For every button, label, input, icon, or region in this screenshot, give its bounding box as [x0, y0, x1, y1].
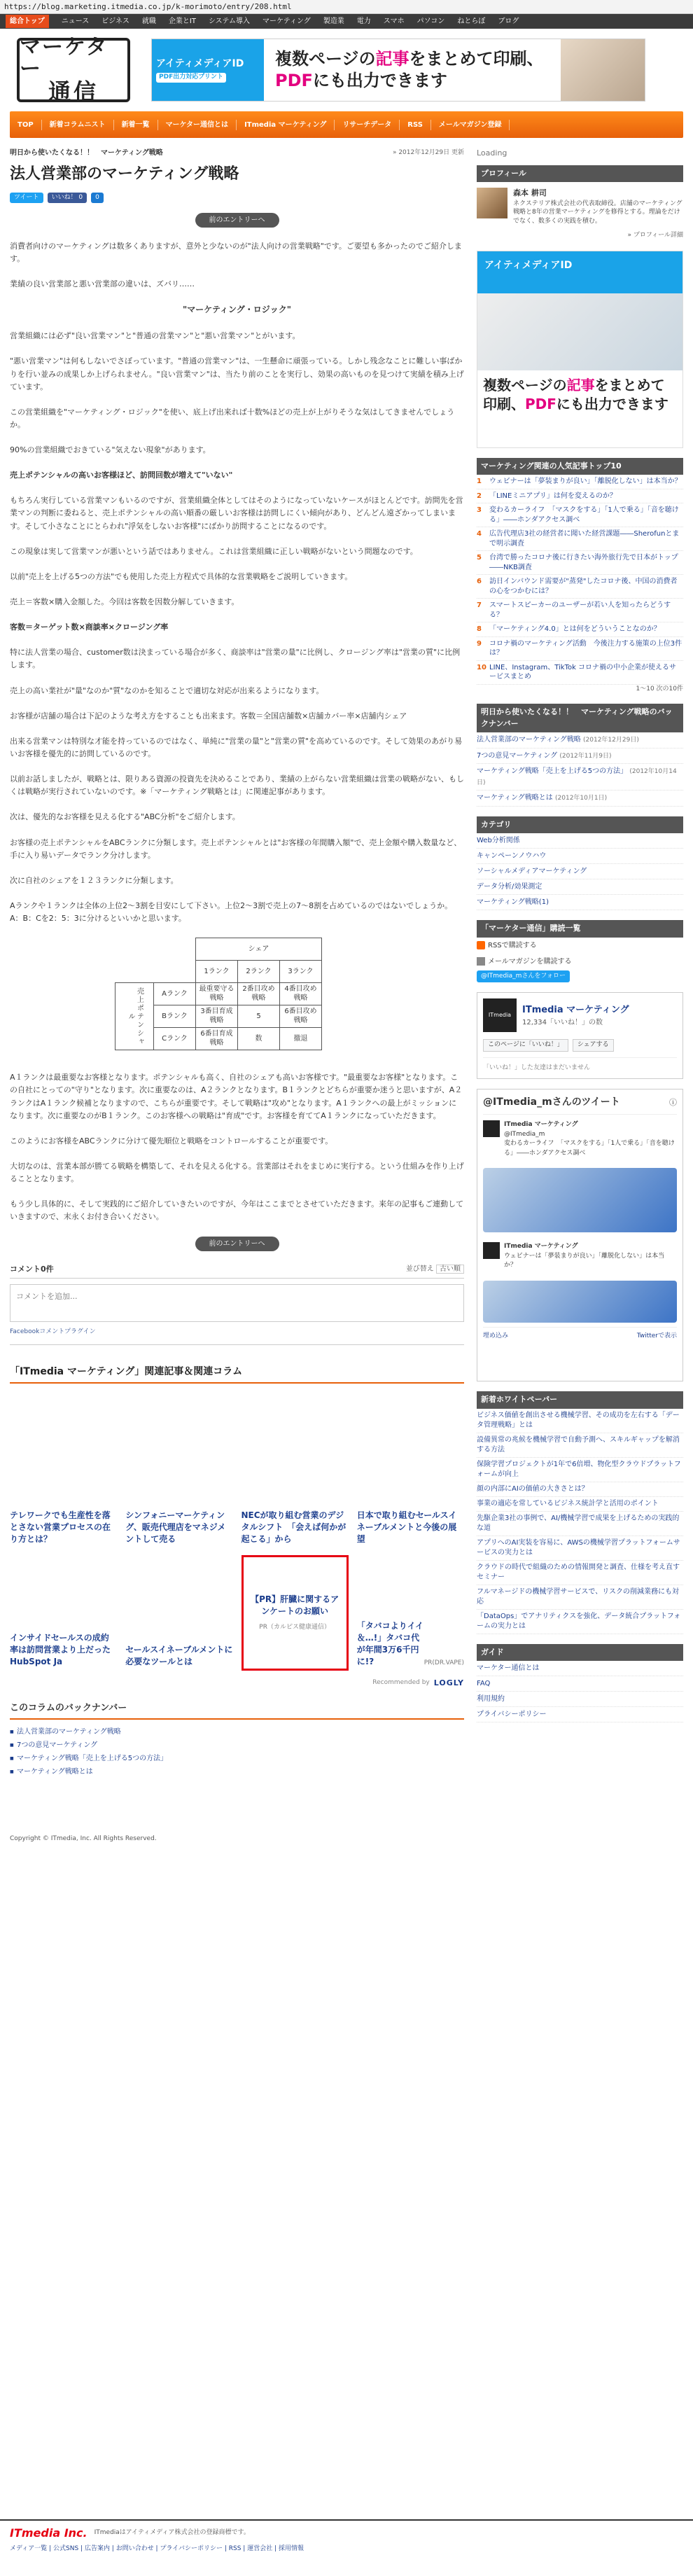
- prev-entry-button-bottom[interactable]: 前のエントリーへ: [195, 1237, 279, 1251]
- whitepaper-heading: 新着ホワイトペーパー: [477, 1391, 683, 1409]
- related-card-title: セールスイネーブルメントに必要なツールとは: [125, 1644, 233, 1666]
- related-card[interactable]: [357, 1433, 464, 1548]
- ranking-number: 5: [477, 554, 482, 562]
- ranking-number: 8: [477, 625, 482, 634]
- timeline-heading: @ITmedia_mさんのツイート: [483, 1096, 620, 1108]
- related-articles: [10, 1365, 464, 1690]
- header-banner-ad[interactable]: [151, 39, 645, 102]
- main-nav: [10, 111, 683, 138]
- mail-icon: [477, 957, 485, 966]
- top-nav: [0, 14, 693, 29]
- ranking-heading: マーケティング関連の人気記事トップ10: [477, 458, 683, 475]
- article-paragraph: A１ランクは最重要なお客様となります。ポテンシャルも高く、自社のシェアも高いお客様です。"最重要なお客様"となります。この自社にとっての"守り"となります。次に重要なのは、A２ランクとなります。B１ランクとどちらが重要か迷うと思いますが、A２ランクはA１ランク候補となりますので、こちらが重要です。そして戦略は"攻め"となります。A１ランクへの最上がミッションになります。次に重要なのがB１ランク。このお客様への戦略は"育成"です。お客様を育ててA１ランクになっていただきます。: [10, 1073, 463, 1120]
- banner-id-block: [152, 39, 264, 101]
- category-item[interactable]: Web分析関係: [477, 833, 683, 849]
- sidebar-backnumber-date: (2012年11月9日): [559, 752, 612, 760]
- sidebar-ad-post: にも出力できます: [556, 395, 668, 412]
- author-desc: ネクステリア株式会社の代表取締役。店舗のマーケティング戦略と8年の営業マーケティングを修得とする。理論をだけでなく、数多くの実践を積む。: [513, 200, 682, 225]
- article-date: » 2012年12月29日 更新: [392, 149, 464, 156]
- article-paragraph: 売上ポテンシャルの高いお客様ほど、訪問回数が増えて"いない": [10, 471, 233, 480]
- sidebar-ad-mid: をまとめて印刷、: [483, 376, 665, 412]
- article-paragraph: 特に法人営業の場合、customer数は決まっている場合が多く、商談率は"営業の量"に比例し、クロージング率は"営業の質"に比例します。: [10, 648, 461, 670]
- sidebar-ad[interactable]: [477, 251, 683, 448]
- comments-section: [10, 1264, 464, 1345]
- mainnav-item[interactable]: TOP: [10, 120, 42, 130]
- ranking-item[interactable]: [477, 475, 683, 489]
- ranking-more[interactable]: 1～10 次の10件: [636, 685, 683, 692]
- sidebar-backnumber-title: 7つの意見マーケティング: [477, 751, 558, 760]
- whitepaper-item[interactable]: フルマネージドの機械学習サービスで、リスクの削減業務にも対応: [477, 1585, 683, 1610]
- guide-item[interactable]: FAQ: [477, 1676, 683, 1692]
- topnav-item[interactable]: パソコン: [416, 18, 445, 25]
- sidebar-backnumber-item[interactable]: [477, 764, 683, 791]
- backnumber-heading: このコラムのバックナンバー: [10, 1701, 464, 1720]
- related-card-pr: PR(DR.VAPE): [424, 1659, 464, 1666]
- subscribe-box: [477, 920, 683, 982]
- hatena-bookmark-button[interactable]: 0: [91, 193, 104, 204]
- sidebar-backnumber-date: (2012年10月14日): [477, 768, 677, 786]
- main-column: [10, 148, 464, 1844]
- author-name[interactable]: 森本 耕司: [513, 188, 547, 197]
- topnav-item[interactable]: ニュース: [61, 18, 90, 25]
- sidebar-backnumber-title: 法人営業部のマーケティング戦略: [477, 736, 581, 744]
- table-cell: 4番目攻め戦略: [280, 983, 322, 1005]
- related-card-pr: PR（カルピス健康通信）: [259, 1623, 330, 1631]
- ranking-item[interactable]: [477, 622, 683, 637]
- category-box: [477, 816, 683, 911]
- article-paragraph: 次に自社のシェアを１２３ランクに分類します。: [10, 875, 178, 885]
- sidebar-backnumber-item[interactable]: [477, 749, 683, 765]
- ranking-title: スマートスピーカーのユーザーが若い人を知ったらどうする？: [489, 601, 671, 619]
- rss-link[interactable]: [477, 938, 683, 954]
- article-paragraph: 営業組織には必ず"良い営業マン"と"普通の営業マン"と"悪い営業マン"とがいます。: [10, 331, 300, 341]
- footer: [0, 2519, 693, 2558]
- fb-like-page-button[interactable]: このページに「いいね！」: [483, 1039, 568, 1052]
- tweet-text-1: 変わるカーライフ 「マスクをする」「1人で乗る」「音を聴ける」――ホンダアクセス調べ: [504, 1140, 675, 1157]
- banner-id-label: アイティメディアID: [156, 58, 244, 70]
- social-buttons: [10, 193, 464, 204]
- article-paragraph: "マーケティング・ロジック": [182, 305, 292, 315]
- article-paragraph: 次は、優先的なお客様を見える化する"ABC分析"をご紹介します。: [10, 812, 240, 822]
- breadcrumb[interactable]: 明日から使いたくなる！！ マーケティング戦略: [10, 149, 163, 157]
- twitter-follow-button[interactable]: @ITmedia_mさんをフォロー: [477, 970, 570, 983]
- related-card-title: 【PR】肝臓に関するアンケートのお願い: [251, 1594, 340, 1616]
- header: [0, 29, 693, 111]
- url-bar[interactable]: https://blog.marketing.itmedia.co.jp/k-morimoto/entry/208.html: [0, 0, 693, 14]
- rss-icon: [477, 941, 485, 949]
- backnumber-item[interactable]: ■ 法人営業部のマーケティング戦略: [10, 1725, 464, 1739]
- table-share-header: シェア: [196, 938, 322, 961]
- sort-select[interactable]: 古い順: [436, 1265, 464, 1274]
- tweet-account[interactable]: ITmedia マーケティング: [504, 1121, 578, 1129]
- footer-links[interactable]: メディア一覧 | 公式SNS | 広告案内 | お問い合わせ | プライバシーポリシー | RSS | 運営会社 | 採用情報: [10, 2545, 304, 2552]
- sidebar-ad-photo: [477, 293, 682, 370]
- guide-item[interactable]: 利用規約: [477, 1692, 683, 1707]
- guide-heading: ガイド: [477, 1644, 683, 1662]
- sidebar-backnumber-item[interactable]: [477, 732, 683, 749]
- related-card[interactable]: [125, 1555, 232, 1671]
- mainnav-item[interactable]: RSS: [400, 120, 431, 130]
- tweet-image[interactable]: [483, 1168, 677, 1232]
- facebook-page-box: [477, 992, 683, 1079]
- whitepaper-item[interactable]: クラウドの時代で組織のための情報開発と調査、仕様を考え直すセミナー: [477, 1561, 683, 1585]
- article-paragraph: もう少し具体的に、そして実践的にご紹介していきたいのですが、今年はここまでとさせていただきます。来年の記事もご連動していきますので、末永くお付き合いください。: [10, 1199, 464, 1222]
- ranking-number: 7: [477, 601, 482, 610]
- guide-box: [477, 1644, 683, 1723]
- abc-share-table: [115, 938, 322, 1050]
- sidebar: [477, 148, 683, 1844]
- topnav-item[interactable]: マーケティング: [262, 18, 311, 25]
- fb-like-count: 12,334「いいね！」の数: [522, 1018, 603, 1026]
- backnumber-item[interactable]: ■ 7つの意見マーケティング: [10, 1739, 464, 1752]
- topnav-item[interactable]: 就職: [141, 18, 156, 25]
- table-cell: 数: [238, 1028, 280, 1050]
- guide-item[interactable]: マーケター通信とは: [477, 1661, 683, 1676]
- mail-link[interactable]: [477, 954, 683, 970]
- table-cell: 最重要守る戦略: [196, 983, 238, 1005]
- article-body-2: [10, 1071, 464, 1223]
- tweet-avatar: [483, 1120, 500, 1137]
- ranking-item[interactable]: [477, 599, 683, 622]
- logo-line1: マーケター: [20, 34, 108, 82]
- ranking-title: 台湾で勝ったコロナ後に行きたい海外旅行先で日本がトップ――NKB調査: [489, 554, 678, 571]
- article-paragraph: 以前お話しましたが、戦略とは、限りある資源の投資先を決めることであり、業績の上がらない営業組織は営業の戦略がない、もしくは戦略が実行されていないのです。※「マーケティング戦略とは」に関連記事があります。: [10, 774, 464, 797]
- topnav-item[interactable]: 企業とIT: [168, 18, 196, 25]
- sidebar-ad-em: 記事: [566, 376, 595, 394]
- table-corner: [115, 938, 196, 961]
- tweet-text-2: ウェビナーは「夢装まりが良い」「離脱化しない」は本当か？: [504, 1252, 665, 1269]
- ranking-title: 「LINEミニアプリ」は何を変えるのか？: [489, 492, 617, 500]
- topnav-item[interactable]: ビジネス: [102, 18, 130, 25]
- fb-friends-note: 「いいね！」した友達はまだいません: [483, 1057, 677, 1073]
- loading-text: Loading: [477, 148, 507, 158]
- related-card-title: 日本で取り組むセールスイネーブルメントと今後の展望: [356, 1510, 457, 1544]
- table-cell: 6番目育成戦略: [196, 1028, 238, 1050]
- table-cell: 2番目攻め戦略: [238, 983, 280, 1005]
- info-icon[interactable]: ⓘ: [669, 1097, 677, 1107]
- ranking-item[interactable]: [477, 551, 683, 575]
- related-card-title: インサイドセールスの成約率は訪問営業より上だった HubSpot Ja: [10, 1633, 120, 1666]
- table-col-header: 2ランク: [238, 961, 280, 983]
- copyright: Copyright © ITmedia, Inc. All Rights Reserved.: [10, 1834, 157, 1842]
- table-row-header: Aランク: [154, 983, 196, 1005]
- backnumber-item[interactable]: ■ マーケティング戦略「売上を上げる5つの方法」: [10, 1752, 464, 1765]
- fb-page-name[interactable]: ITmedia マーケティング: [522, 1005, 629, 1016]
- article-paragraph: この現象は実して営業マンが悪いという話ではありません。これは営業組織に正しい戦略がないという問題なのです。: [10, 546, 418, 556]
- tweet-button[interactable]: ツイート: [10, 193, 43, 204]
- site-logo[interactable]: [17, 34, 130, 105]
- recommended-by: [10, 1678, 464, 1690]
- ranking-number: 6: [477, 578, 482, 586]
- article-body: [10, 240, 464, 925]
- table-cell: 5: [238, 1005, 280, 1028]
- mainnav-item[interactable]: マーケター通信とは: [158, 120, 237, 130]
- sidebar-backnumber-title: マーケティング戦略とは: [477, 794, 553, 802]
- whitepaper-box: [477, 1391, 683, 1634]
- whitepaper-item[interactable]: 事業の適応を常しているビジネス統計学と活用のポイント: [477, 1497, 683, 1512]
- sidebar-backnumber: [477, 704, 683, 807]
- prev-entry-button[interactable]: 前のエントリーへ: [195, 213, 279, 228]
- related-heading: 「ITmedia マーケティング」関連記事＆関連コラム: [10, 1365, 464, 1384]
- category-item[interactable]: マーケティング戦略(1): [477, 895, 683, 910]
- avatar: [477, 188, 507, 218]
- mainnav-item[interactable]: リサーチデータ: [335, 120, 400, 130]
- ranking-item[interactable]: [477, 503, 683, 527]
- ranking-item[interactable]: [477, 661, 683, 685]
- mainnav-item[interactable]: メールマガジン登録: [431, 120, 510, 130]
- related-card[interactable]: [10, 1433, 117, 1548]
- ranking-number: 2: [477, 492, 482, 500]
- article-paragraph: もちろん実行している営業マンもいるのですが、営業組織全体としてはそのようになっていないケースがほとんどです。訪問先を営業マンの判断に委ねると、売上ポテンシャルの高い順番の厳しいお客様は訪問しにくい傾向があり、どんどん遠ざかってしまいます。そして小さなことにとらわれ"浮気をしないお客様"にばかり訪問することになるのです。: [10, 496, 463, 531]
- ranking-number: 4: [477, 530, 482, 538]
- rss-label: RSSで購読する: [488, 941, 537, 949]
- sidebar-backnumber-title: マーケティング戦略「売上を上げる5つの方法」: [477, 767, 628, 776]
- banner-line1-em: 記事: [375, 48, 410, 69]
- category-item[interactable]: ソーシャルメディアマーケティング: [477, 864, 683, 879]
- article-paragraph: 業績の良い営業部と悪い営業部の違いは、ズバリ……: [10, 279, 195, 289]
- ranking-item[interactable]: [477, 637, 683, 661]
- topnav-item[interactable]: ねとらぼ: [457, 18, 486, 25]
- article-paragraph: お客様が店舗の場合は下記のような考え方をすることも出来ます。客数＝全国店舗数×店舗カバー率×店舗内シェア: [10, 711, 407, 720]
- whitepaper-item[interactable]: 先駆企業3社の事例で、AI/機械学習で成果を上げるための実践的な道: [477, 1512, 683, 1536]
- article-paragraph: お客様の売上ポテンシャルをABCランクに分類します。売上ポテンシャルとは"お客様の年間購入額"で、売上金額や購入数量など、手に入り易いデータでランク分けします。: [10, 837, 462, 860]
- sidebar-backnumber-date: (2012年12月29日): [583, 737, 639, 744]
- article-paragraph: 消費者向けのマーケティングは数多くありますが、意外と少ないのが"法人向けの営業戦略"です。ご要望も多かったのでご紹介します。: [10, 242, 462, 264]
- table-row-header: Bランク: [154, 1005, 196, 1028]
- topnav-item[interactable]: システム導入: [208, 18, 250, 25]
- table-row-label: 売上ポテンシャル: [115, 983, 154, 1050]
- sidebar-ad-pre: 複数ページの: [483, 376, 567, 394]
- related-card-title: テレワークでも生産性を落とさない営業プロセスの在り方とは？: [10, 1510, 111, 1544]
- table-cell: 撤退: [280, 1028, 322, 1050]
- related-card-title: シンフォニーマーケティング、販売代理店をマネジメントして売る: [125, 1510, 226, 1544]
- ranking-item[interactable]: [477, 575, 683, 599]
- like-button[interactable]: いいね！ 0: [48, 193, 88, 204]
- article-paragraph: "悪い営業マン"は何もしないでさぼっています。"普通の営業マン"は、一生懸命に頑張っている。しかし残念なことに難しい事ばかりを行い並みの成果しか上げられません。"良い営業マン"は、当たり前のことを実行し、効果の高いものを見つけて実績を積み上げています。: [10, 356, 464, 391]
- article-paragraph: 大切なのは、営業本部が勝てる戦略を構築して、それを見える化する。営業部はそれをまじめに実行する。という仕組みを作り上げることとなります。: [10, 1162, 464, 1184]
- sidebar-backnumber-heading: 明日から使いたくなる！！ マーケティング戦略のバックナンバー: [477, 704, 683, 732]
- itmedia-logo[interactable]: ITmedia Inc.: [10, 2526, 88, 2540]
- sidebar-ad-em2: PDF: [525, 395, 556, 412]
- banner-line2-em: PDF: [275, 71, 313, 90]
- whitepaper-item[interactable]: 顔の内部にAIの価値の大きさとは？: [477, 1482, 683, 1497]
- whitepaper-item[interactable]: 設備異常の兆候を機械学習で自動予測へ、スキルギャップを解消する方法: [477, 1433, 683, 1458]
- sidebar-ad-copy: [477, 370, 682, 419]
- category-item[interactable]: データ分析/効果測定: [477, 879, 683, 895]
- banner-line1-post: をまとめて印刷、: [409, 48, 544, 69]
- profile-box: [477, 165, 683, 241]
- comment-input[interactable]: [10, 1284, 464, 1322]
- mainnav-item[interactable]: 新着一覧: [114, 120, 158, 130]
- article-paragraph: Aランクや１ランクは全体の上位2～3割を目安にして下さい。上位2～3割で売上の7～8割を占めているのではないでしょうか。A：B：Cを2：5：3に分けるといいかと思います。: [10, 901, 453, 924]
- sort-label: 並び替え: [405, 1265, 434, 1273]
- topnav-item[interactable]: 製造業: [323, 18, 344, 25]
- article-paragraph: 客数＝ターゲット数×商談率×クロージング率: [10, 622, 169, 632]
- fb-share-button[interactable]: シェアする: [573, 1039, 614, 1052]
- ad-card[interactable]: [241, 1555, 349, 1671]
- article-paragraph: 売上の高い業社が"量"なのか"質"なのかを知ることで適切な対応が出来るようになります。: [10, 685, 324, 695]
- table-col-header: 3ランク: [280, 961, 322, 983]
- mainnav-item[interactable]: 新着コラムニスト: [42, 120, 114, 130]
- timeline-view-link[interactable]: Twitterで表示: [636, 1332, 677, 1339]
- banner-pill: PDF出力対応プリント: [156, 73, 226, 83]
- mainnav-item[interactable]: ITmedia マーケティング: [237, 120, 335, 130]
- sidebar-ad-top: アイティメディアID: [477, 251, 682, 293]
- twitter-timeline: [477, 1089, 683, 1381]
- ranking-title: ウェビナーは「夢装まりが良い」「離脱化しない」は本当か？: [489, 478, 682, 486]
- ranking-title: コロナ禍のマーケティング活動 今後注力する施策の上位3件は？: [489, 639, 682, 657]
- ranking-item[interactable]: [477, 489, 683, 504]
- page-title: 法人営業部のマーケティング戦略: [10, 165, 239, 183]
- subscribe-heading: 「マーケター通信」購読一覧: [477, 920, 683, 938]
- table-row-header: Cランク: [154, 1028, 196, 1050]
- ranking-number: 9: [477, 639, 482, 648]
- ranking-title: 広告代理店3社の経営者に聞いた経営課題――Sherofunとまで明示調査: [489, 530, 680, 548]
- footer-text: ITmediaはアイティメディア株式会社の登録商標です。: [94, 2529, 250, 2537]
- sidebar-backnumber-item[interactable]: [477, 791, 683, 807]
- category-heading: カテゴリ: [477, 816, 683, 834]
- whitepaper-item[interactable]: 保険学習プロジェクトが1年で6倍増、物化型クラウドプラットフォームが向上: [477, 1458, 683, 1482]
- sidebar-backnumber-date: (2012年10月1日): [555, 795, 608, 802]
- backnumber-item[interactable]: ■ マーケティング戦略とは: [10, 1765, 464, 1778]
- logly-logo[interactable]: LOGLY: [433, 1678, 464, 1687]
- banner-line1-pre: 複数ページの: [275, 48, 376, 69]
- article-paragraph: 出来る営業マンは特別な才能を持っているのではなく、単純に"営業の量"と"営業の質"を高めているのです。そして効果のあがり易いお客様を優先的に訪問しているのです。: [10, 736, 463, 759]
- topnav-item[interactable]: 総合トップ: [6, 15, 49, 28]
- ranking-title: 変わるカーライフ 「マスクをする」「1人で乗る」「音を聴ける」――ホンダアクセス調べ: [489, 506, 679, 524]
- topnav-item[interactable]: ブログ: [498, 18, 519, 25]
- article-paragraph: 売上＝客数×購入金額した。今回は客数を因数分解していきます。: [10, 597, 239, 607]
- facebook-comment-plugin[interactable]: Facebookコメントプラグイン: [10, 1328, 464, 1345]
- ranking-box: [477, 458, 683, 695]
- tweet-account-2[interactable]: ITmedia マーケティング: [504, 1243, 578, 1251]
- timeline-embed-link[interactable]: 埋め込み: [483, 1332, 509, 1339]
- article-paragraph: この営業組織を"マーケティング・ロジック"を使い、底上げ出来れば十数%ほどの売上が上がりそうな気はしてきませんでしょうか。: [10, 407, 455, 429]
- table-col-header: 1ランク: [196, 961, 238, 983]
- related-card[interactable]: [10, 1555, 120, 1671]
- whitepaper-item[interactable]: アプリへのAI実装を容易に、AWSの機械学習プラットフォームサービスの実力とは: [477, 1536, 683, 1561]
- topnav-item[interactable]: 電力: [356, 18, 371, 25]
- banner-line2-post: にも出力できます: [312, 71, 447, 90]
- related-card[interactable]: [125, 1433, 232, 1548]
- related-card[interactable]: [241, 1433, 349, 1548]
- banner-copy: [264, 48, 561, 92]
- tweet-image-2[interactable]: [483, 1281, 677, 1323]
- whitepaper-item[interactable]: 「DataOps」でアナリティクスを強化、データ統合プラットフォームの実力とは: [477, 1610, 683, 1634]
- fb-page-logo[interactable]: ITmedia: [483, 998, 517, 1032]
- profile-more-link[interactable]: » プロフィール詳細: [627, 232, 683, 239]
- related-card-title: NECが取り組む営業のデジタルシフト 「会えば何かが起こる」から: [241, 1510, 346, 1544]
- ranking-title: LINE、Instagram、TikTok コロナ禍の中小企業が使えるサービスまとめ: [489, 663, 677, 681]
- table-cell: 6番目攻め戦略: [280, 1005, 322, 1028]
- comment-count: コメント0件: [10, 1264, 54, 1274]
- ranking-title: 「マーケティング4.0」とは何をどういうことなのか？: [489, 625, 661, 634]
- mail-label: メールマガジンを購読する: [488, 957, 572, 966]
- ranking-title: 訪日インバウンド需要が"蒸発"したコロナ後、中国の消費者の心をつかむには？: [489, 578, 678, 595]
- related-card[interactable]: [357, 1555, 464, 1671]
- tweet-handle: @ITmedia_m: [504, 1130, 545, 1138]
- sort-control[interactable]: [406, 1264, 464, 1276]
- category-item[interactable]: キャンペーンノウハウ: [477, 849, 683, 864]
- guide-item[interactable]: プライバシーポリシー: [477, 1707, 683, 1722]
- related-card-title: 「タバコよりイイ＆…!」タバコ代が年間3万6千円に!?: [356, 1621, 424, 1666]
- banner-photo: [561, 39, 645, 101]
- whitepaper-item[interactable]: ビジネス価値を創出させる機械学習、その成功を左右する「データ管理戦略」とは: [477, 1409, 683, 1433]
- ranking-number: 1: [477, 478, 482, 486]
- column-backnumber: [10, 1701, 464, 1778]
- ranking-item[interactable]: [477, 527, 683, 551]
- profile-heading: プロフィール: [477, 165, 683, 183]
- topnav-item[interactable]: スマホ: [383, 18, 405, 25]
- recommended-label: Recommended by: [372, 1679, 430, 1687]
- ranking-number: 10: [477, 663, 486, 671]
- table-cell: 3番目育成戦略: [196, 1005, 238, 1028]
- article-paragraph: 以前"売上を上げる5つの方法"でも使用した売上方程式で具体的な営業戦略をご説明していきます。: [10, 571, 353, 581]
- article-paragraph: このようにお客様をABCランクに分けて優先順位と戦略をコントロールすることが重要です。: [10, 1136, 333, 1146]
- table-corner-2: [115, 961, 196, 983]
- article-paragraph: 90%の営業組織でおきている"気えない現象"があります。: [10, 445, 211, 455]
- logo-line2: 通信: [48, 78, 99, 105]
- ranking-number: 3: [477, 506, 482, 515]
- tweet-avatar-2: [483, 1242, 500, 1259]
